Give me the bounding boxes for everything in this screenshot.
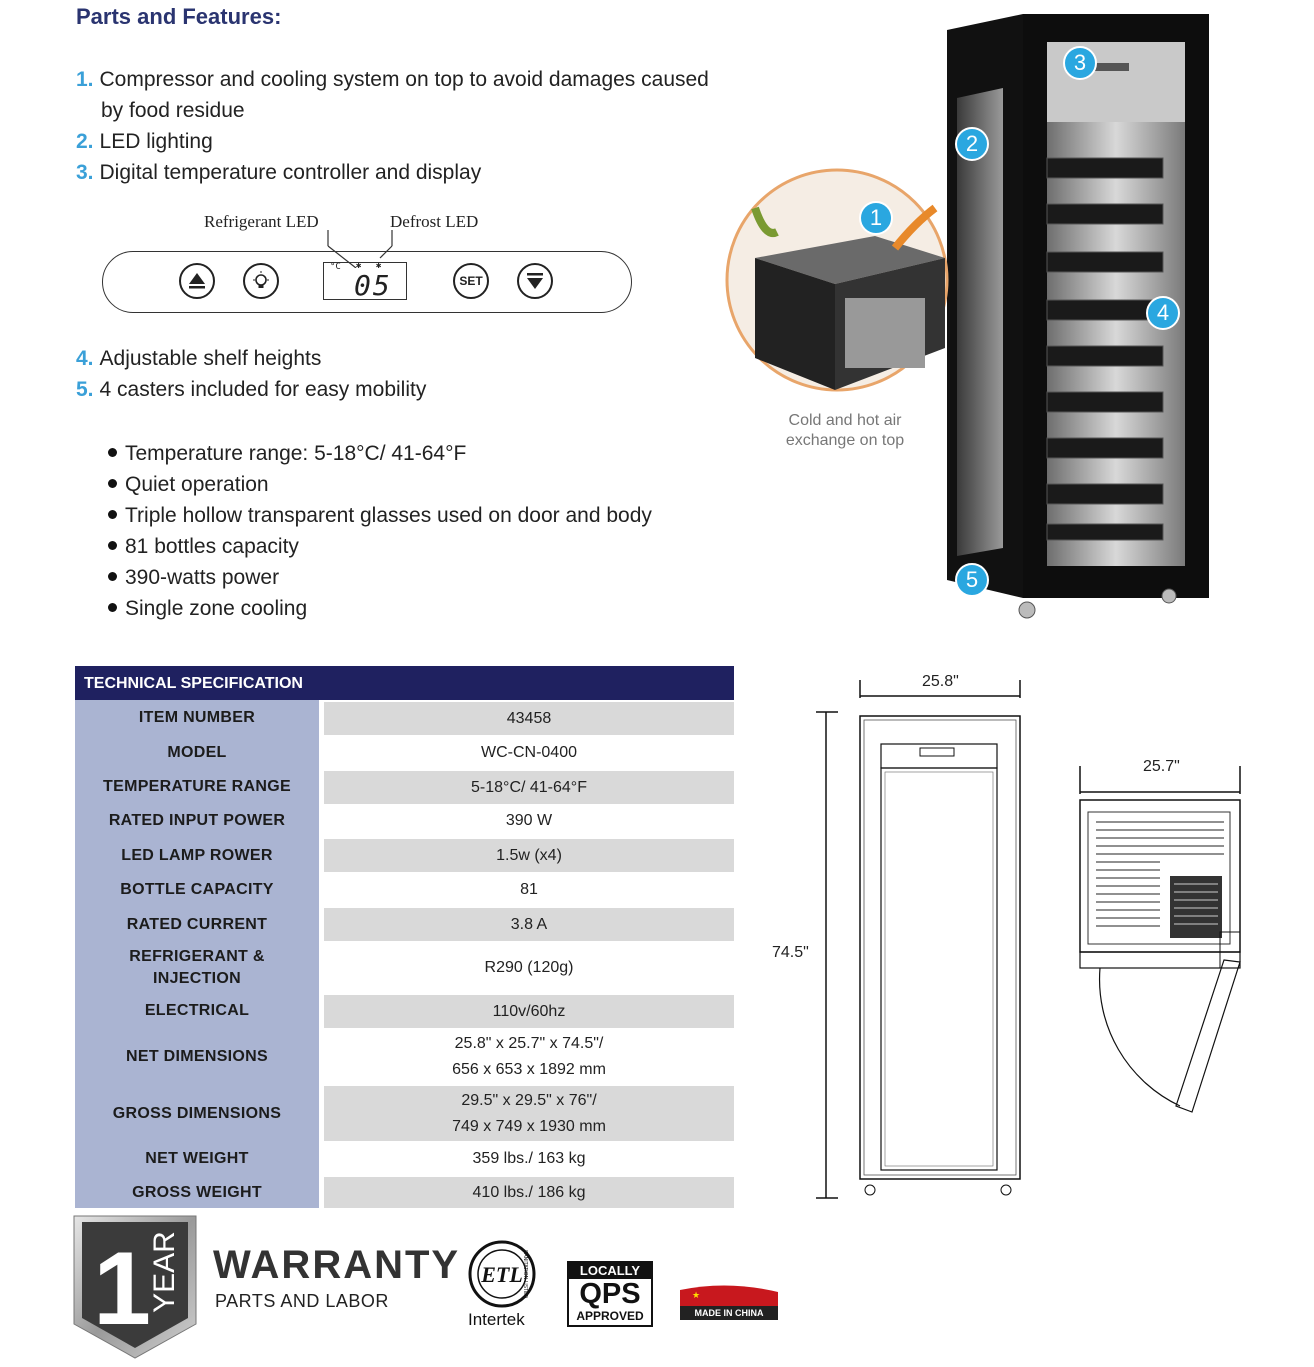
- feature-item-5: [76, 378, 426, 402]
- spec-value: [324, 1028, 734, 1085]
- product-photo: [725, 8, 1215, 628]
- bullet-item: [108, 535, 299, 559]
- spec-value: 410 lbs./ 186 kg: [324, 1177, 734, 1208]
- dimension-drawing: [800, 670, 1260, 1210]
- qps-bottom-text: APPROVED: [576, 1309, 644, 1323]
- spec-value: 5-18°C/ 41-64°F: [324, 771, 734, 804]
- spec-value-line: 25.8" x 25.7" x 74.5"/: [454, 1034, 604, 1052]
- temperature-display: [323, 262, 407, 300]
- feature-item-1-continued: by food residue: [101, 99, 245, 122]
- etl-listed-logo: [466, 1238, 538, 1310]
- spec-label: MODEL: [167, 743, 227, 761]
- spec-label-line: INJECTION: [152, 970, 242, 987]
- spec-value: 110v/60hz: [324, 995, 734, 1028]
- bullet-text: Triple hollow transparent glasses used on door and body: [125, 504, 652, 527]
- qps-top-text: LOCALLY: [569, 1263, 651, 1279]
- feature-number: 2.: [76, 130, 94, 153]
- qps-main-text: QPS: [579, 1278, 641, 1310]
- caption-line: exchange on top: [785, 432, 905, 449]
- warranty-title: WARRANTY: [213, 1243, 461, 1287]
- warranty-number: 1: [93, 1231, 151, 1347]
- bullet-item: [108, 566, 279, 590]
- feature-text: Digital temperature controller and display: [99, 161, 482, 184]
- warranty-year: YEAR: [148, 1231, 181, 1313]
- callout-badge: 2: [955, 127, 989, 161]
- feature-text: Adjustable shelf heights: [99, 347, 322, 370]
- spec-value-line: 656 x 653 x 1892 mm: [452, 1060, 606, 1078]
- callout-badge: 4: [1146, 296, 1180, 330]
- spec-label: ITEM NUMBER: [138, 708, 256, 726]
- spec-label: [75, 942, 319, 994]
- height-dimension-label: 74.5": [772, 944, 809, 961]
- spec-value: 359 lbs./ 163 kg: [472, 1150, 586, 1167]
- bullet-text: Quiet operation: [125, 473, 269, 496]
- feature-text: 4 casters included for easy mobility: [99, 378, 427, 401]
- page-title: Parts and Features:: [76, 4, 282, 29]
- etl-mark-text: ETL: [481, 1262, 523, 1287]
- width-dimension-label: 25.8": [922, 673, 959, 690]
- feature-text: Compressor and cooling system on top to avoid damages caused: [99, 68, 709, 91]
- feature-item-3: [76, 161, 481, 185]
- spec-value-line: 749 x 749 x 1930 mm: [452, 1117, 606, 1135]
- spec-value: 43458: [324, 702, 734, 735]
- bullet-text: 390-watts power: [125, 566, 280, 589]
- spec-label: RATED CURRENT: [126, 915, 268, 933]
- celsius-indicator: °C: [330, 262, 341, 272]
- qps-approved-badge: [567, 1261, 653, 1327]
- feature-number: 5.: [76, 378, 94, 401]
- bullet-text: Temperature range: 5-18°C/ 41-64°F: [125, 442, 467, 465]
- spec-label: GROSS DIMENSIONS: [112, 1104, 282, 1122]
- spec-label: ELECTRICAL: [144, 1002, 250, 1019]
- made-in-china-badge: [678, 1282, 782, 1322]
- spec-label: LED LAMP ROWER: [121, 846, 273, 864]
- callout-badge: 3: [1063, 46, 1097, 80]
- spec-value: WC-CN-0400: [480, 743, 577, 761]
- photo-caption: [770, 411, 920, 451]
- set-button[interactable]: [453, 263, 489, 299]
- spec-label: BOTTLE CAPACITY: [120, 881, 274, 898]
- spec-label: GROSS WEIGHT: [132, 1183, 262, 1201]
- bullet-item: [108, 504, 652, 528]
- spec-value: 390 W: [505, 812, 553, 829]
- feature-number: 3.: [76, 161, 94, 184]
- bullet-item: [108, 442, 466, 466]
- spec-label: NET WEIGHT: [145, 1150, 249, 1167]
- defrost-led-icon: ✱: [376, 261, 382, 271]
- china-flag-star-icon: ★: [692, 1290, 701, 1300]
- temp-down-icon[interactable]: [517, 263, 553, 299]
- light-bulb-icon[interactable]: [243, 263, 279, 299]
- feature-text: LED lighting: [99, 130, 213, 153]
- temp-up-icon[interactable]: [179, 263, 215, 299]
- feature-number: 1.: [76, 68, 94, 91]
- refrigerant-led-label: Refrigerant LED: [204, 212, 319, 231]
- callout-badge: 1: [859, 201, 893, 235]
- feature-item-4: [76, 347, 321, 371]
- spec-value: [324, 1086, 734, 1141]
- spec-value: 81: [520, 881, 538, 898]
- feature-item-2: [76, 130, 213, 154]
- bullet-item: [108, 473, 269, 497]
- caption-line: Cold and hot air: [788, 412, 902, 429]
- display-value: 05: [354, 269, 392, 302]
- intertek-label: Intertek: [468, 1310, 525, 1329]
- spec-value-line: 29.5" x 29.5" x 76"/: [461, 1091, 597, 1109]
- spec-label: RATED INPUT POWER: [108, 812, 286, 829]
- spec-value: 3.8 A: [324, 908, 734, 941]
- feature-number: 4.: [76, 347, 94, 370]
- made-in-china-text: MADE IN CHINA: [694, 1308, 764, 1318]
- refrigerant-led-icon: ✱: [356, 261, 362, 271]
- warranty-shield-badge: [70, 1212, 200, 1362]
- etl-ring-text: SANITATION LISTED: [522, 1249, 528, 1299]
- spec-label: NET DIMENSIONS: [126, 1047, 268, 1065]
- spec-label: TEMPERATURE RANGE: [103, 778, 291, 795]
- bullet-item: [108, 597, 307, 621]
- callout-badge: 5: [955, 563, 989, 597]
- defrost-led-label: Defrost LED: [390, 212, 479, 231]
- bullet-text: 81 bottles capacity: [125, 535, 299, 558]
- feature-item-1: [76, 68, 709, 92]
- depth-dimension-label: 25.7": [1143, 758, 1180, 775]
- bullet-text: Single zone cooling: [125, 597, 308, 620]
- spec-table-header: TECHNICAL SPECIFICATION: [75, 666, 734, 700]
- spec-value: 1.5w (x4): [324, 839, 734, 872]
- spec-label-line: REFRIGERANT &: [129, 948, 265, 965]
- set-label: SET: [459, 274, 483, 288]
- spec-value: R290 (120g): [484, 959, 574, 976]
- warranty-subtitle: PARTS AND LABOR: [215, 1291, 389, 1311]
